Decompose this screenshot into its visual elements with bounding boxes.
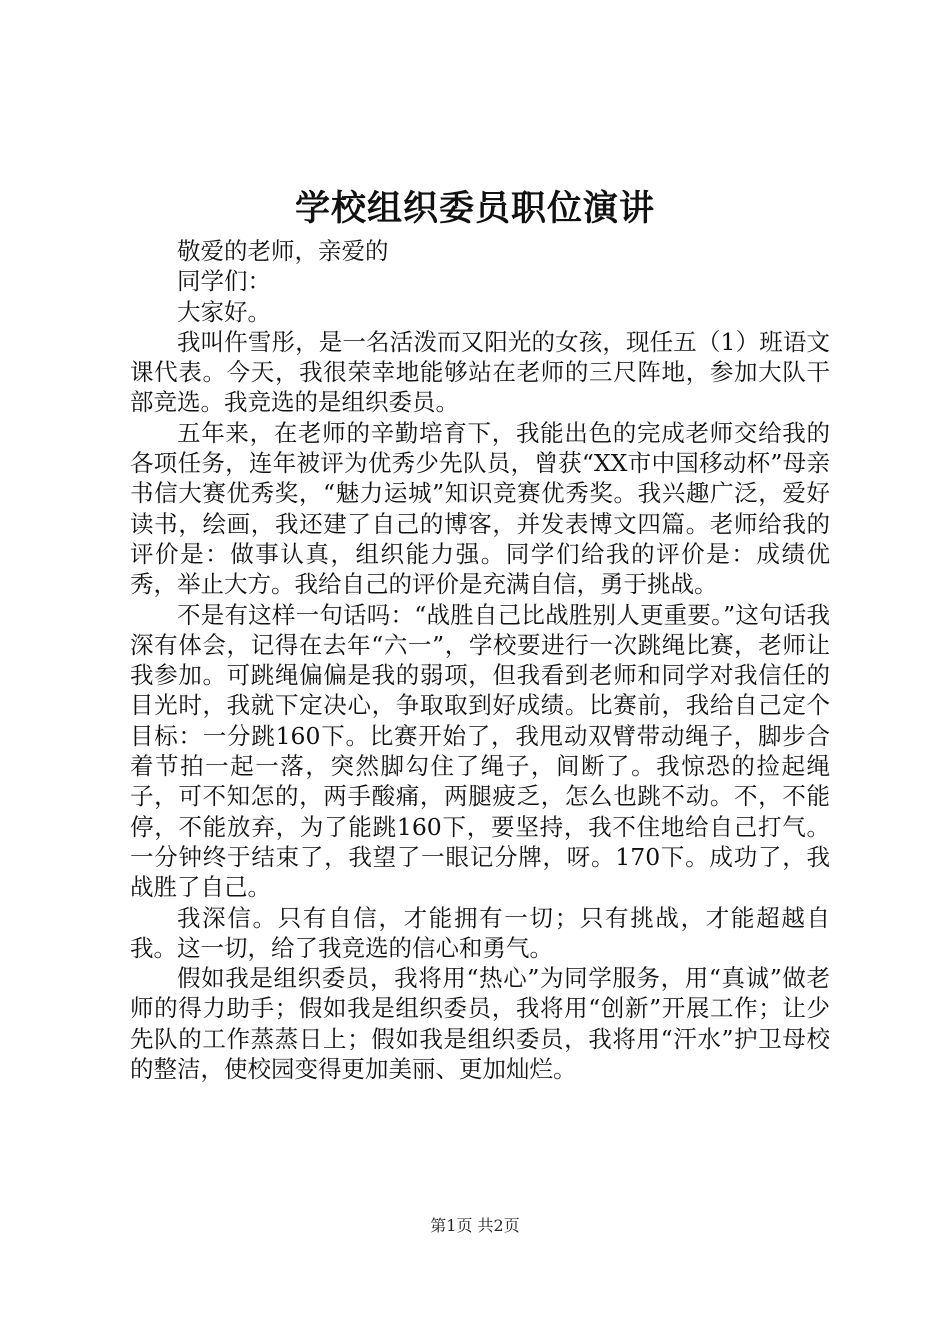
paragraph-achievements: 五年来，在老师的辛勤培育下，我能出色的完成老师交给我的各项任务，连年被评为优秀少先队员，曾获“XX市中国移动杯”母亲书信大赛优秀奖，“魅力运城”知识竞赛优秀奖。我兴趣广泛，爱好读书，绘画，我还建了自己的博客，并发表博文四篇。老师给我的评价是：做事认真，组织能力强。同学们给我的评价是：成绩优秀，举止大方。我给自己的评价是充满自信，勇于挑战。 xyxy=(130,418,830,599)
paragraph-story: 不是有这样一句话吗：“战胜自己比战胜别人更重要。”这句话我深有体会，记得在去年“六一”，学校要进行一次跳绳比赛，老师让我参加。可跳绳偏偏是我的弱项，但我看到老师和同学对我信任的目光时，我就下定决心，争取取到好成绩。比赛前，我给自己定个目标：一分跳160下。比赛开始了，我甩动双臂带动绳子，脚步合着节拍一起一落，突然脚勾住了绳子，间断了。我惊恐的捡起绳子，可不知怎的，两手酸痛，两腿疲乏，怎么也跳不动。不，不能停，不能放弃，为了能跳160下，要坚持，我不住地给自己打气。一分钟终于结束了，我望了一眼记分牌，呀。170下。成功了，我战胜了自己。 xyxy=(130,600,830,902)
paragraph-greeting-3: 大家好。 xyxy=(177,297,271,326)
page-number-footer: 第1页 共2页 xyxy=(430,1216,520,1235)
document-title: 学校组织委员职位演讲 xyxy=(294,188,655,229)
paragraph-greeting-2: 同学们： xyxy=(177,267,271,296)
paragraph-promise: 假如我是组织委员，我将用“热心”为同学服务，用“真诚”做老师的得力助手；假如我是组织委员，我将用“创新”开展工作；让少先队的工作蒸蒸日上；假如我是组织委员，我将用“汗水”护卫母校的整洁，使校园变得更加美丽、更加灿烂。 xyxy=(130,964,830,1084)
paragraph-belief: 我深信。只有自信，才能拥有一切；只有挑战，才能超越自我。这一切，给了我竞选的信心和勇气。 xyxy=(130,903,830,962)
paragraph-introduction: 我叫仵雪彤，是一名活泼而又阳光的女孩，现任五（1）班语文课代表。今天，我很荣幸地能够站在老师的三尺阵地，参加大队干部竞选。我竞选的是组织委员。 xyxy=(130,327,830,417)
paragraph-greeting-1: 敬爱的老师，亲爱的 xyxy=(177,237,389,265)
document-body xyxy=(130,236,830,1084)
